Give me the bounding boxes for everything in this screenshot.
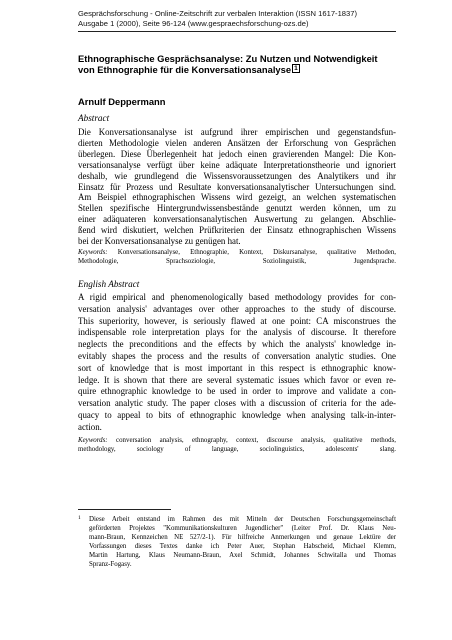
abstract-line: neglects the preconditions and the effects by which the analysts' knowledge in- bbox=[78, 339, 396, 350]
header-line-1: Gesprächsforschung - Online-Zeitschrift zur verbalen Interaktion (ISSN 1617-1837) bbox=[78, 9, 357, 18]
footnote bbox=[78, 515, 396, 569]
header-line-2: Ausgabe 1 (2000), Seite 96-124 (www.gespraechsforschung-ozs.de) bbox=[78, 19, 309, 28]
footnote-line: Spranz-Fogasy. bbox=[89, 561, 132, 568]
keywords-label: Keywords: bbox=[78, 437, 108, 444]
keywords-english bbox=[78, 437, 396, 455]
journal-header bbox=[78, 9, 398, 29]
footnote-line: Vorfassungen dieses Textes danke ich Peter Auer, Stephan Habscheid, Michael Klemm, bbox=[89, 543, 396, 550]
abstract-line: dierten Methodologie vielen anderen Ansätzen der Erforschung von Gesprächen bbox=[78, 137, 396, 148]
author-name: Arnulf Deppermann bbox=[78, 96, 166, 107]
abstract-line: ledge. It is shown that there are several systematic issues which favor or even re- bbox=[78, 374, 396, 385]
keywords-label: Keywords: bbox=[78, 249, 108, 256]
abstract-english bbox=[78, 292, 396, 434]
footnote-line: geförderten Projektes "Kommunikationskulturen Jugendlicher" (Leiter Prof. Dr. Klaus Neu- bbox=[89, 525, 396, 532]
abstract-line: sort of knowledge that is most important in this respect is ethnographic know- bbox=[78, 362, 396, 373]
abstract-line: versation analysis' advantages over other approaches to the study of discourse. bbox=[78, 303, 396, 314]
footnote-rule bbox=[78, 509, 171, 510]
keywords-german bbox=[78, 249, 396, 267]
abstract-german bbox=[78, 127, 396, 247]
abstract-line: This superiority, however, is seriously flawed at one point: CA misconstrues the bbox=[78, 315, 396, 326]
abstract-heading: Abstract bbox=[78, 113, 110, 123]
abstract-line: Stellen spezifische Hintergrundwissensbestände genutzt werden können, um zu bbox=[78, 203, 396, 214]
abstract-line: action. bbox=[78, 421, 102, 432]
abstract-line: Die Konversationsanalyse ist aufgrund ihrer empirischen und gegenstandsfun- bbox=[78, 127, 396, 137]
keywords-text: Konversationsanalyse, Ethnographie, Kontext, Diskursanalyse, qualitative Methoden, bbox=[117, 249, 397, 256]
abstract-line: einer adäquateren konversationsanalytischen Auswertung zu gelangen. Abschlie- bbox=[78, 214, 396, 225]
abstract-line: versation analytic study. The paper closes with a discussion of criteria for the ade- bbox=[78, 398, 396, 409]
abstract-line: evitably shapes the process and the results of conversation analytic studies. One bbox=[78, 350, 396, 361]
title-line-1: Ethnographische Gesprächsanalyse: Zu Nutzen und Notwendigkeit bbox=[78, 53, 378, 64]
footnote-line: Diese Arbeit entstand im Rahmen des mit Mitteln der Deutschen Forschungsgemeinschaft bbox=[89, 516, 396, 523]
abstract-line: versationsanalyse verfügt über keine adäquate Interpretationstheorie und ignoriert bbox=[78, 159, 396, 170]
footnote-number: 1 bbox=[78, 515, 81, 521]
abstract-line: Einsatz für Prozess und Resultate konversationsanalytischer Untersuchungen sind. bbox=[78, 181, 396, 192]
keywords-text: methodology, sociology of language, sociolinguistics, adolescents' slang. bbox=[78, 445, 396, 453]
keywords-text: Methodologie, Sprachsoziologie, Soziolinguistik, Jugendsprache. bbox=[78, 257, 396, 265]
english-abstract-heading: English Abstract bbox=[78, 279, 140, 289]
abstract-line: quacy to appeal to bits of ethnographic knowledge when analysing talk-in-inter- bbox=[78, 409, 396, 420]
paper-title bbox=[78, 53, 396, 76]
abstract-line: überlegen. Diese Überlegenheit hat jedoch einen gravierenden Mangel: Die Kon- bbox=[78, 148, 396, 159]
abstract-line: ßend wird diskutiert, welchen Prüfkriterien der Einsatz ethnographischen Wissens bbox=[78, 225, 396, 236]
footnote-reference[interactable]: 1 bbox=[294, 65, 298, 72]
keywords-text: conversation analysis, ethnography, context, discourse analysis, qualitative methods, bbox=[116, 437, 396, 444]
footnote-line: Martin Hartung, Klaus Neumann-Braun, Axel Schmidt, Johannes Schwitalla und Thomas bbox=[89, 552, 396, 559]
abstract-line: A rigid empirical and phenomenologically based methodology provides for con- bbox=[78, 292, 396, 302]
footnote-line: mann-Braun, Kennzeichen NE 527/2-1). Für hilfreiche Anmerkungen und genaue Lektüre der bbox=[89, 534, 396, 541]
title-line-2: von Ethnographie für die Konversationsanalyse bbox=[78, 64, 292, 75]
abstract-line: indispensable role interpretation plays for the analysis of discourse. It therefore bbox=[78, 327, 396, 338]
abstract-line: bei der Konversationsanalyse zu genügen hat. bbox=[78, 236, 241, 247]
header-rule bbox=[78, 31, 396, 32]
abstract-line: quire ethnographic knowledge to be used in order to improve and validate a con- bbox=[78, 386, 396, 397]
abstract-line: Am Beispiel ethnographischen Wissens wird gezeigt, an welchen systematischen bbox=[78, 192, 396, 203]
abstract-line: deshalb, wie grundlegend die Wissensvoraussetzungen des Analytikers und ihr bbox=[78, 170, 396, 181]
